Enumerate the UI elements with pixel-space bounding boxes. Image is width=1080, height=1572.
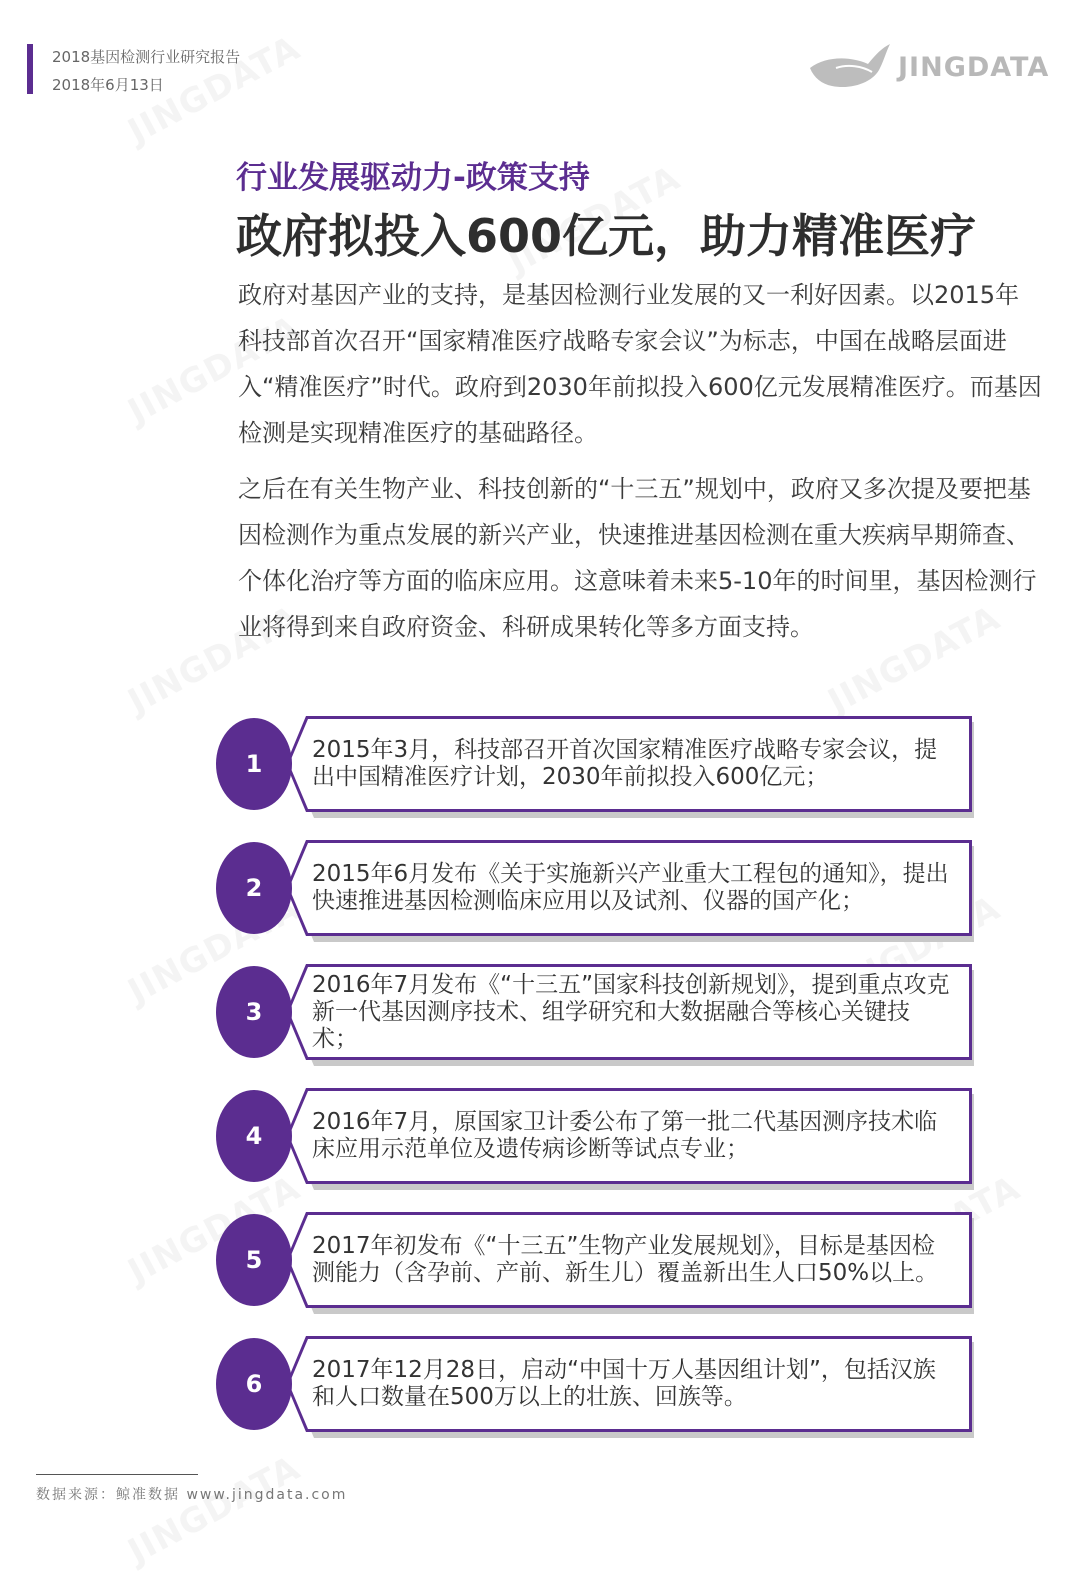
page-title: 政府拟投入600亿元，助力精准医疗	[236, 209, 977, 263]
timeline-item-3	[216, 964, 976, 1064]
timeline-number-badge: 5	[216, 1214, 292, 1306]
timeline-item-6	[216, 1336, 976, 1436]
paragraph-1: 政府对基因产业的支持，是基因检测行业发展的又一利好因素。以2015年科技部首次召开“国家精准医疗战略专家会议”为标志，中国在战略层面进入“精准医疗”时代。政府到2030年前拟投入600亿元发展精准医疗。而基因检测是实现精准医疗的基础路径。	[238, 281, 1042, 447]
timeline-text: 2016年7月，原国家卫计委公布了第一批二代基因测序技术临床应用示范单位及遗传病诊断等试点专业；	[312, 1109, 938, 1162]
footer-divider	[36, 1474, 198, 1475]
timeline-item-1	[216, 716, 976, 816]
timeline-number-badge: 3	[216, 966, 292, 1058]
timeline-item-2	[216, 840, 976, 940]
report-title: 2018基因检测行业研究报告	[52, 48, 241, 66]
timeline-text: 2017年初发布《“十三五”生物产业发展规划》，目标是基因检测能力（含孕前、产前、新生儿）覆盖新出生人口50%以上。	[312, 1233, 939, 1286]
report-date: 2018年6月13日	[52, 76, 164, 94]
timeline-text: 2017年12月28日，启动“中国十万人基因组计划”，包括汉族和人口数量在500万以上的壮族、回族等。	[312, 1357, 936, 1410]
header-accent-bar	[27, 44, 33, 94]
jingdata-logo	[806, 38, 1050, 98]
logo-text: JINGDATA	[898, 52, 1050, 83]
paragraph-2: 之后在有关生物产业、科技创新的“十三五”规划中，政府又多次提及要把基因检测作为重点发展的新兴产业，快速推进基因检测在重大疾病早期筛查、个体化治疗等方面的临床应用。这意味着未来5-10年的时间里，基因检测行业将得到来自政府资金、科研成果转化等多方面支持。	[238, 475, 1037, 641]
whale-icon	[806, 38, 892, 94]
timeline-number-badge: 1	[216, 718, 292, 810]
timeline-item-4	[216, 1088, 976, 1188]
timeline-number-badge: 6	[216, 1338, 292, 1430]
timeline-number-badge: 4	[216, 1090, 292, 1182]
timeline-text: 2015年6月发布《关于实施新兴产业重大工程包的通知》，提出快速推进基因检测临床应用以及试剂、仪器的国产化；	[312, 861, 949, 914]
watermark	[122, 1448, 307, 1572]
timeline-number-badge: 2	[216, 842, 292, 934]
section-subtitle: 行业发展驱动力-政策支持	[236, 160, 590, 196]
timeline-item-5	[216, 1212, 976, 1312]
data-source-footer: 数据来源：鲸准数据 www.jingdata.com	[36, 1487, 348, 1503]
timeline-text: 2015年3月，科技部召开首次国家精准医疗战略专家会议，提出中国精准医疗计划，2030年前拟投入600亿元；	[312, 737, 938, 790]
timeline-text: 2016年7月发布《“十三五”国家科技创新规划》，提到重点攻克新一代基因测序技术、组学研究和大数据融合等核心关键技术；	[312, 971, 950, 1052]
